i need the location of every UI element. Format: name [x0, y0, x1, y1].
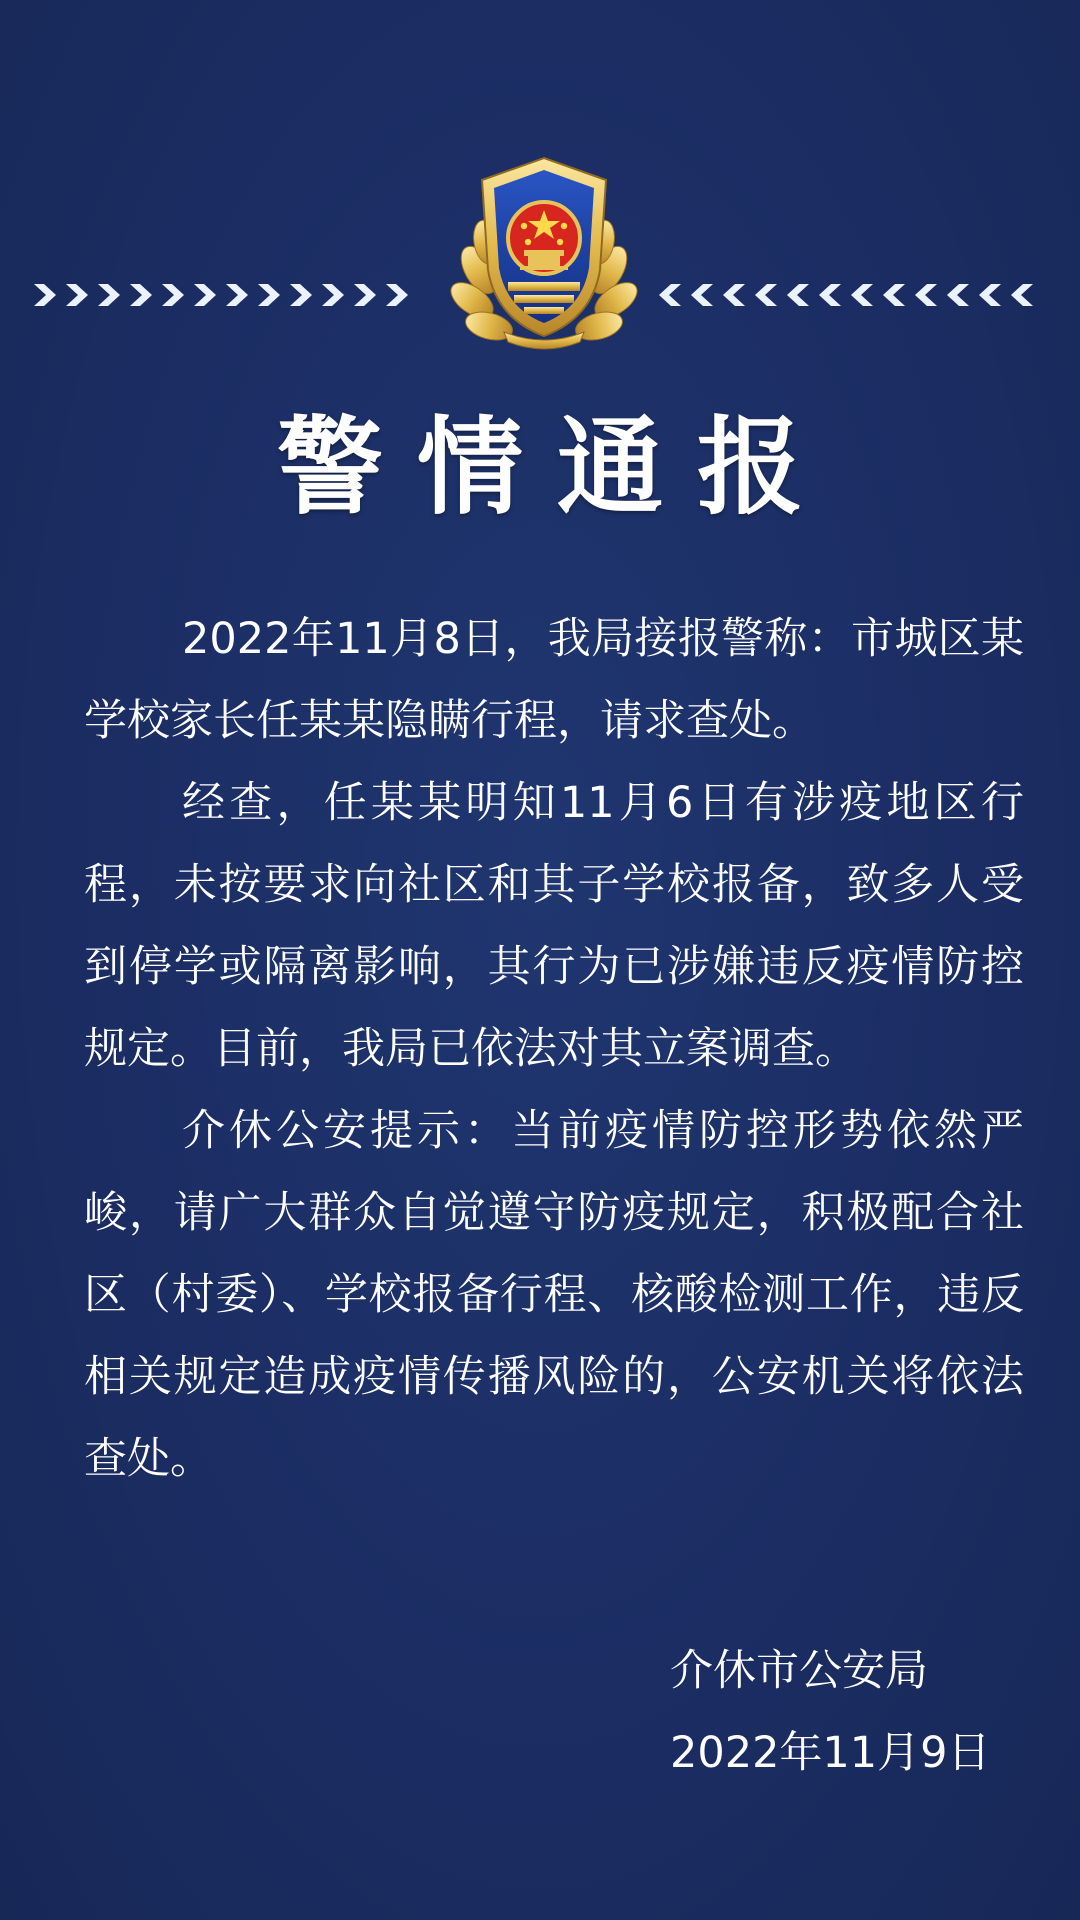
paragraph-report: 2022年11月8日，我局接报警称：市城区某学校家长任某某隐瞒行程，请求查处。 — [84, 614, 1024, 746]
chevron-left-icon — [943, 281, 973, 309]
issue-date: 2022年11月9日 — [670, 1728, 991, 1778]
chevron-right-icon — [254, 281, 284, 309]
chevron-left-icon — [815, 281, 845, 309]
issuing-agency: 介休市公安局 — [670, 1646, 928, 1696]
chevron-right-icon — [30, 281, 60, 309]
chevron-left-icon — [975, 281, 1005, 309]
chevron-left-icon — [847, 281, 877, 309]
chevron-right-icon — [318, 281, 348, 309]
paragraph-reminder: 介休公安提示：当前疫情防控形势依然严峻，请广大群众自觉遵守防疫规定，积极配合社区（村委）、学校报备行程、核酸检测工作，违反相关规定造成疫情传播风险的，公安机关将依法查处。 — [84, 1106, 1024, 1484]
signature-block — [670, 1630, 1030, 1794]
chevron-right-icon — [190, 281, 220, 309]
chevron-left-icon — [751, 281, 781, 309]
chevron-left-icon — [719, 281, 749, 309]
right-chevron-decoration — [655, 278, 1039, 312]
chevron-left-icon — [911, 281, 941, 309]
chevron-left-icon — [783, 281, 813, 309]
left-chevron-decoration — [30, 278, 414, 312]
chevron-right-icon — [94, 281, 124, 309]
chevron-right-icon — [62, 281, 92, 309]
notice-title: 警情通报 — [277, 406, 837, 529]
chevron-right-icon — [222, 281, 252, 309]
paragraph-investigation: 经查，任某某明知11月6日有涉疫地区行程，未按要求向社区和其子学校报备，致多人受到停学或隔离影响，其行为已涉嫌违反疫情防控规定。目前，我局已依法对其立案调查。 — [84, 778, 1024, 1074]
police-badge-emblem — [444, 150, 644, 355]
chevron-right-icon — [382, 281, 412, 309]
chevron-left-icon — [687, 281, 717, 309]
chevron-right-icon — [126, 281, 156, 309]
chevron-right-icon — [286, 281, 316, 309]
chevron-right-icon — [350, 281, 380, 309]
chevron-left-icon — [1007, 281, 1037, 309]
notice-body — [84, 598, 1024, 1500]
chevron-left-icon — [655, 281, 685, 309]
chevron-left-icon — [879, 281, 909, 309]
chevron-right-icon — [158, 281, 188, 309]
